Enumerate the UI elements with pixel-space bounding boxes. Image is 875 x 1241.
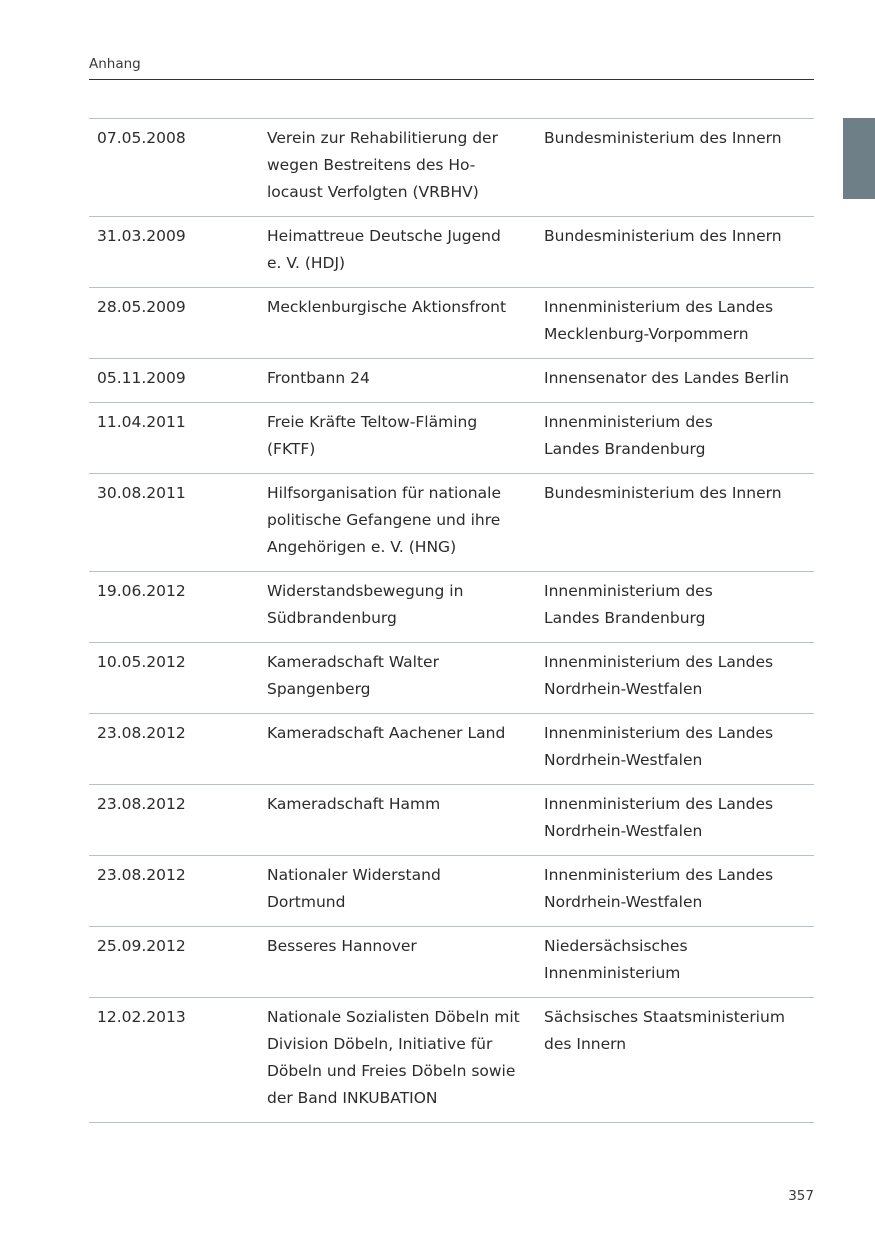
table-row	[89, 288, 814, 359]
authority-cell: Innenministerium des Landes Mecklenburg-Vorpommern	[544, 298, 774, 343]
organization-cell: Kameradschaft Aachener Land	[267, 724, 506, 742]
authority-cell: Niedersächsisches Innenministerium	[544, 937, 688, 982]
page-number: 357	[788, 1188, 814, 1204]
date-cell: 23.08.2012	[97, 795, 186, 813]
table-row	[89, 572, 814, 643]
table-row	[89, 403, 814, 474]
chapter-side-tab	[843, 118, 875, 199]
table-row	[89, 643, 814, 714]
table-row	[89, 927, 814, 998]
organization-cell: Frontbann 24	[267, 369, 370, 387]
organization-cell: Heimattreue Deutsche Jugend e. V. (HDJ)	[267, 227, 501, 272]
date-cell: 25.09.2012	[97, 937, 186, 955]
header-rule	[89, 79, 814, 80]
date-cell: 10.05.2012	[97, 653, 186, 671]
table-row	[89, 714, 814, 785]
table-row	[89, 217, 814, 288]
authority-cell: Bundesministerium des Innern	[544, 129, 782, 147]
authority-cell: Sächsisches Staatsministerium des Innern	[544, 1008, 785, 1053]
authority-cell: Innensenator des Landes Berlin	[544, 369, 790, 387]
authority-cell: Innenministerium des Landes Brandenburg	[544, 582, 713, 627]
authority-cell: Innenministerium des Landes Brandenburg	[544, 413, 713, 458]
date-cell: 19.06.2012	[97, 582, 186, 600]
organization-cell: Kameradschaft Hamm	[267, 795, 441, 813]
authority-cell: Innenministerium des Landes Nordrhein-Westfalen	[544, 653, 774, 698]
organization-cell: Kameradschaft Walter Spangenberg	[267, 653, 439, 698]
authority-cell: Bundesministerium des Innern	[544, 484, 782, 502]
date-cell: 11.04.2011	[97, 413, 186, 431]
organization-cell: Mecklenburgische Aktionsfront	[267, 298, 507, 316]
organization-cell: Widerstandsbewegung in Südbrandenburg	[267, 582, 464, 627]
table-row	[89, 359, 814, 403]
organization-cell: Besseres Hannover	[267, 937, 417, 955]
authority-cell: Innenministerium des Landes Nordrhein-Westfalen	[544, 795, 774, 840]
table-row	[89, 785, 814, 856]
date-cell: 30.08.2011	[97, 484, 186, 502]
running-header: Anhang	[89, 56, 141, 72]
date-cell: 05.11.2009	[97, 369, 186, 387]
prohibitions-table	[89, 118, 814, 1123]
table-row	[89, 856, 814, 927]
date-cell: 23.08.2012	[97, 866, 186, 884]
date-cell: 12.02.2013	[97, 1008, 186, 1026]
date-cell: 23.08.2012	[97, 724, 186, 742]
organization-cell: Freie Kräfte Teltow-Fläming (FKTF)	[267, 413, 478, 458]
organization-cell: Nationale Sozialisten Döbeln mit Division Döbeln, Initiative für Döbeln und Freies Döbeln sowie der Band INKUBATION	[267, 1008, 520, 1107]
authority-cell: Bundesministerium des Innern	[544, 227, 782, 245]
table-row	[89, 998, 814, 1123]
date-cell: 07.05.2008	[97, 129, 186, 147]
date-cell: 31.03.2009	[97, 227, 186, 245]
authority-cell: Innenministerium des Landes Nordrhein-Westfalen	[544, 724, 774, 769]
date-cell: 28.05.2009	[97, 298, 186, 316]
table-row	[89, 119, 814, 217]
table-row	[89, 474, 814, 572]
organization-cell: Nationaler Widerstand Dortmund	[267, 866, 441, 911]
organization-cell: Hilfsorganisation für nationale politische Gefangene und ihre Angehörigen e. V. (HNG)	[267, 484, 501, 556]
authority-cell: Innenministerium des Landes Nordrhein-Westfalen	[544, 866, 774, 911]
organization-cell: Verein zur Rehabilitierung der wegen Bestreitens des Ho- locaust Verfolgten (VRBHV)	[267, 129, 498, 201]
